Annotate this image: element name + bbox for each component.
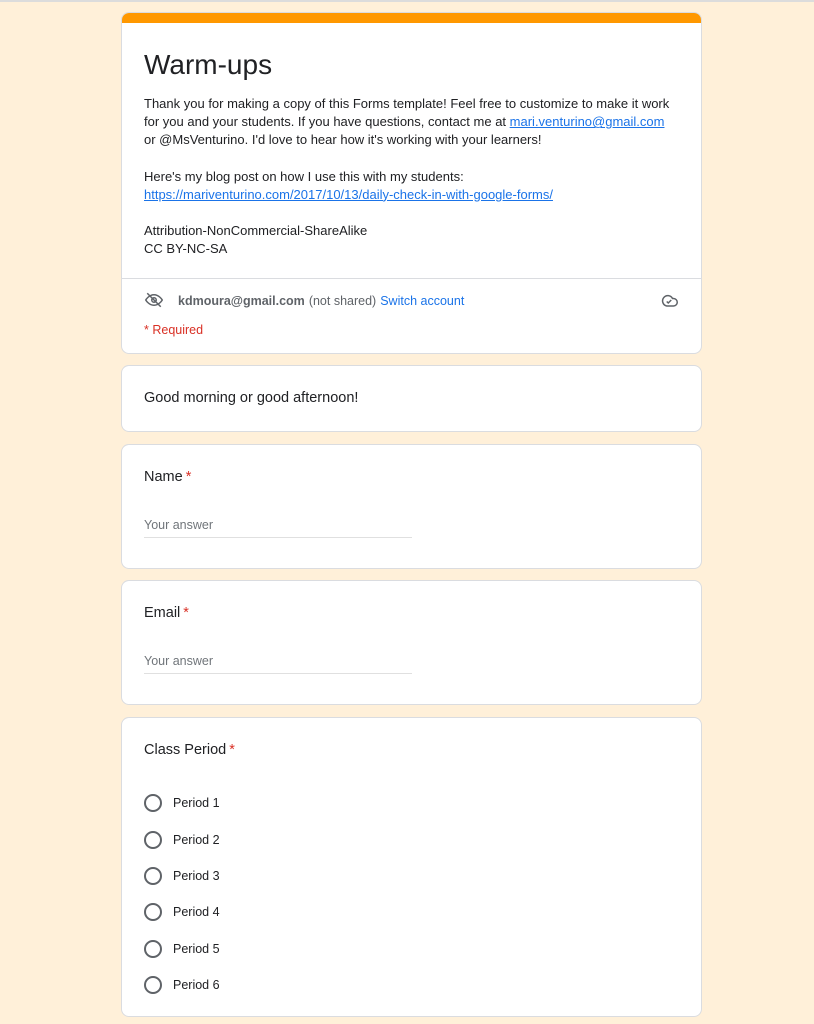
form-accent-bar	[122, 13, 701, 23]
license-line-2: CC BY-NC-SA	[144, 241, 228, 257]
browser-top-border	[0, 0, 814, 2]
license-line-1: Attribution-NonCommercial-ShareAlike	[144, 223, 368, 239]
radio-option-period-4[interactable]	[144, 894, 220, 930]
blog-post-link[interactable]: https://mariventurino.com/2017/10/13/daily-check-in-with-google-forms/	[144, 186, 553, 202]
radio-option-period-2[interactable]	[144, 821, 220, 857]
description-text-2: or @MsVenturino. I'd love to hear how it's working with your learners!	[144, 132, 542, 148]
contact-email-link[interactable]: mari.venturino@gmail.com	[509, 114, 665, 130]
required-note: * Required	[144, 323, 204, 337]
radio-option-period-5[interactable]	[144, 931, 220, 967]
form-header-card	[121, 12, 702, 354]
question-card-name	[121, 444, 702, 569]
name-input[interactable]: Your answer	[144, 518, 412, 538]
radio-button[interactable]	[144, 867, 162, 885]
question-title-email	[144, 605, 189, 621]
question-title-class-period	[144, 742, 235, 758]
radio-label: Period 4	[173, 905, 220, 920]
shared-status: (not shared)	[308, 294, 377, 308]
period-radio-group	[144, 785, 220, 1003]
form-description	[144, 95, 674, 258]
question-label: Email	[144, 605, 181, 621]
account-email: kdmoura@gmail.com	[178, 294, 305, 308]
question-card-email	[121, 580, 702, 705]
radio-label: Period 1	[173, 796, 220, 811]
radio-button[interactable]	[144, 976, 162, 994]
radio-button[interactable]	[144, 794, 162, 812]
header-divider	[122, 278, 701, 279]
required-star: *	[183, 605, 189, 621]
question-label: Class Period	[144, 742, 227, 758]
radio-option-period-6[interactable]	[144, 967, 220, 1003]
switch-account-link[interactable]: Switch account	[380, 294, 465, 308]
description-paragraph	[144, 95, 674, 150]
required-star: *	[229, 742, 235, 758]
question-card-class-period	[121, 717, 702, 1017]
radio-button[interactable]	[144, 831, 162, 849]
radio-label: Period 2	[173, 832, 220, 847]
radio-button[interactable]	[144, 903, 162, 921]
cloud-icon[interactable]	[659, 291, 679, 312]
question-label: Name	[144, 469, 183, 485]
account-row	[144, 291, 679, 311]
email-input[interactable]: Your answer	[144, 654, 412, 674]
eye-off-icon	[144, 291, 164, 312]
radio-label: Period 5	[173, 941, 220, 956]
description-text-1: Thank you for making a copy of this Forms template! Feel free to customize to make it work for you and your students. If you have questions, contact me at	[144, 96, 670, 130]
radio-option-period-1[interactable]	[144, 785, 220, 821]
required-star: *	[185, 469, 192, 485]
form-title: Warm-ups	[144, 49, 273, 80]
radio-option-period-3[interactable]	[144, 858, 220, 894]
radio-label: Period 6	[173, 978, 220, 993]
question-title-name	[144, 469, 191, 485]
blog-intro: Here's my blog post on how I use this with my students:	[144, 168, 464, 184]
radio-button[interactable]	[144, 940, 162, 958]
section-card	[121, 365, 702, 432]
section-greeting: Good morning or good afternoon!	[144, 390, 359, 406]
radio-label: Period 3	[173, 868, 220, 883]
